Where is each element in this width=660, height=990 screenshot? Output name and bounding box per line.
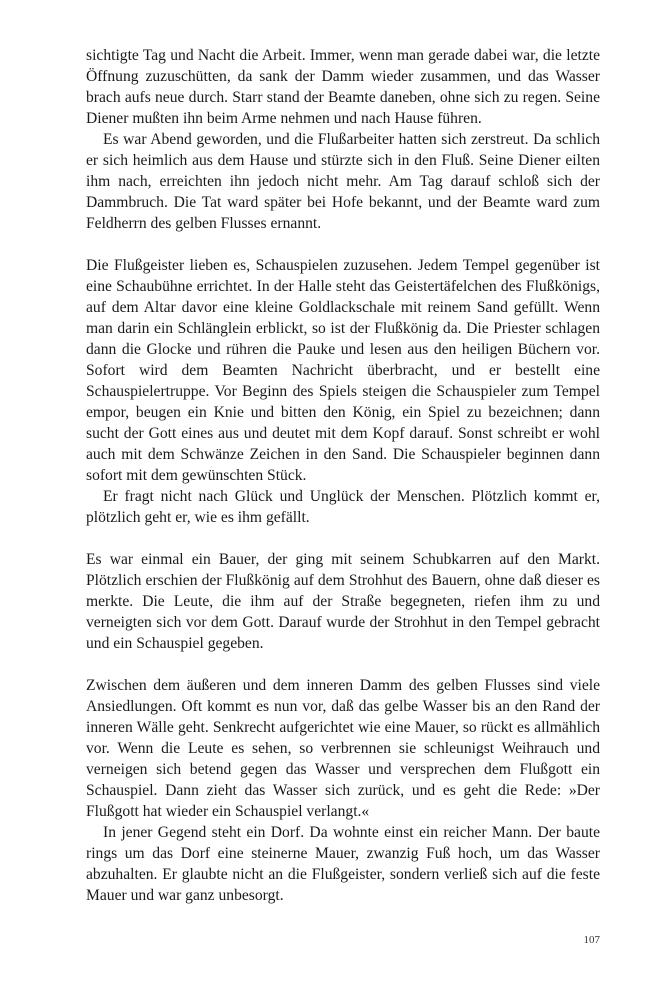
paragraph-4: Er fragt nicht nach Glück und Unglück der Menschen. Plötzlich kommt er, plötzlich geht er, wie es ihm gefällt. xyxy=(86,488,600,526)
paragraph-6: Zwischen dem äußeren und dem inneren Damm des gelben Flusses sind viele Ansiedlungen. Oft kommt es nun vor, daß das gelbe Wasser bis an den Rand der inneren Wälle geht. Senkrecht aufgerichtet wie eine Mauer, so rückt es allmählich vor. Wenn die Leute es sehen, so verbrennen sie schleunigst Weihrauch und verneigen sich betend gegen das Wasser und versprechen dem Flußgott ein Schauspiel. Dann zieht das Wasser sich zurück, und es geht die Rede: »Der Flußgott hat wieder ein Schauspiel verlangt.« xyxy=(86,677,600,820)
paragraph-5: Es war einmal ein Bauer, der ging mit seinem Schubkarren auf den Markt. Plötzlich erschien der Flußkönig auf dem Strohhut des Bauern, ohne daß dieser es merkte. Die Leute, die ihm auf der Straße begegneten, riefen ihm zu und verneigten sich vor dem Gott. Darauf wurde der Strohhut in den Tempel gebracht und ein Schauspiel gegeben. xyxy=(86,551,600,652)
paragraph-3: Die Flußgeister lieben es, Schauspielen zuzusehen. Jedem Tempel gegenüber ist eine Schaubühne errichtet. In der Halle steht das Geistertäfelchen des Flußkönigs, auf dem Altar davor eine kleine Goldlackschale mit reinem Sand gefüllt. Wenn man darin ein Schlänglein erblickt, so ist der Flußkönig da. Die Priester schlagen dann die Glocke und rühren die Pauke und lesen aus den heiligen Büchern vor. Sofort wird dem Beamten Nachricht überbracht, und er bestellt eine Schauspielertruppe. Vor Beginn des Spiels steigen die Schauspieler zum Tempel empor, beugen ein Knie und bitten den König, ein Spiel zu bezeichnen; dann sucht der Gott eines aus und deutet mit dem Kopf darauf. Sonst schreibt er wohl auch mit dem Schwänze Zeichen in den Sand. Die Schauspieler beginnen dann sofort mit dem gewünschten Stück. xyxy=(86,257,600,484)
page-number: 107 xyxy=(583,934,600,946)
paragraph-1: sichtigte Tag und Nacht die Arbeit. Immer, wenn man gerade dabei war, die letzte Öffnung zuzuschütten, da sank der Damm wieder zusammen, und das Wasser brach aufs neue durch. Starr stand der Beamte daneben, ohne sich zu regen. Seine Diener mußten ihn beim Arme nehmen und nach Hause führen. xyxy=(86,47,600,127)
page-body xyxy=(86,45,600,906)
paragraph-2: Es war Abend geworden, und die Flußarbeiter hatten sich zerstreut. Da schlich er sich heimlich aus dem Hause und stürzte sich in den Fluß. Seine Diener eilten ihm nach, erreichten ihn jedoch nicht mehr. Am Tag darauf schloß sich der Dammbruch. Die Tat ward später bei Hofe bekannt, und der Beamte ward zum Feldherrn des gelben Flusses ernannt. xyxy=(86,131,600,232)
paragraph-7: In jener Gegend steht ein Dorf. Da wohnte einst ein reicher Mann. Der baute rings um das Dorf eine steinerne Mauer, zwanzig Fuß hoch, um das Wasser abzuhalten. Er glaubte nicht an die Flußgeister, sondern verließ sich auf die feste Mauer und war ganz unbesorgt. xyxy=(86,824,600,904)
